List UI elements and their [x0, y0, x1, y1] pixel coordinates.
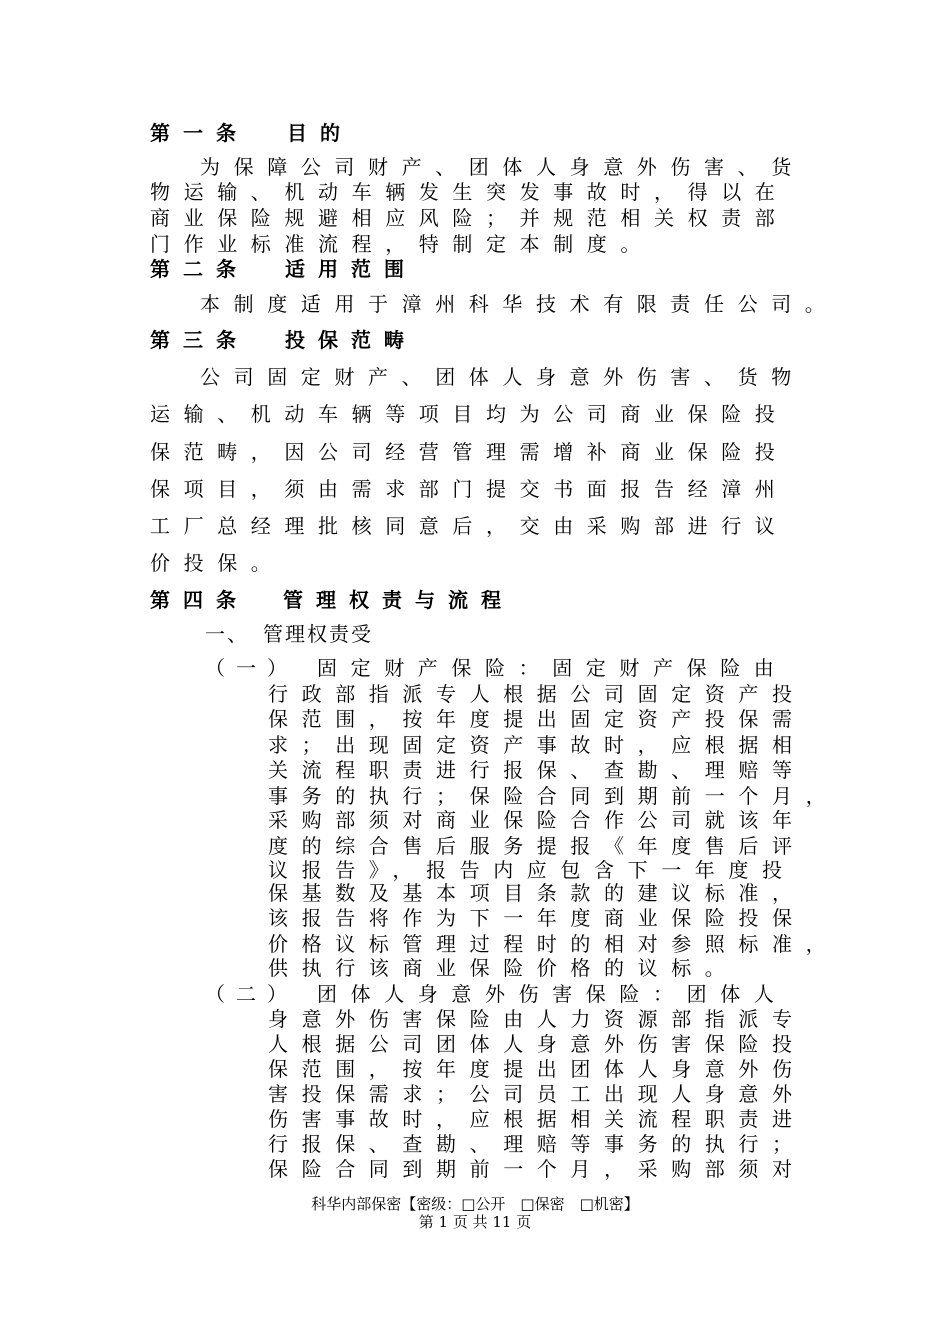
article-3-line-5: 工厂总经理批核同意后，交由采购部进行议 [150, 514, 789, 538]
article-3-line-4: 保项目，须由需求部门提交书面报告经漳州 [150, 477, 789, 501]
article-2-line-1: 本制度适用于漳州科华技术有限责任公司。 [200, 292, 839, 316]
item-1-line-1: 固定财产保险：固定财产保险由 [317, 656, 788, 680]
item-1-line-5: 关流程职责进行报保、查勘、理赔等 [268, 758, 806, 782]
item-1-line-12: 价格议标管理过程时的相对参照标准， [268, 932, 840, 956]
item-1-line-13: 供执行该商业保险价格的议标。 [268, 956, 739, 980]
item-1-marker: （一） [205, 656, 298, 680]
article-4-number: 第四条 [150, 588, 249, 612]
article-3-line-3: 保范畴，因公司经营管理需增补商业保险投 [150, 440, 789, 464]
item-2-line-7: 行报保、查勘、理赔等事务的执行； [268, 1132, 806, 1156]
article-2-number: 第二条 [150, 257, 249, 281]
article-3-title: 投保范畴 [285, 328, 417, 352]
article-1-number: 第一条 [150, 121, 249, 145]
section-1-title: 管理权责受 [263, 622, 373, 646]
item-1-line-2: 行政部指派专人根据公司固定资产投 [268, 682, 806, 706]
item-2-line-5: 害投保需求；公司员工出现人身意外 [268, 1082, 806, 1106]
article-4-title: 管理权责与流程 [283, 588, 514, 612]
item-2-marker: （二） [205, 982, 298, 1006]
item-2-line-4: 保范围，按年度提出团体人身意外伤 [268, 1057, 806, 1081]
item-1-line-3: 保范围，按年度提出固定资产投保需 [268, 707, 806, 731]
article-3-line-2: 运输、机动车辆等项目均为公司商业保险投 [150, 402, 789, 426]
section-1-marker: 一、 [205, 622, 249, 646]
item-1-line-4: 求；出现固定资产事故时，应根据相 [268, 733, 806, 757]
article-1-title: 目的 [287, 121, 353, 145]
item-2-line-8: 保险合同到期前一个月，采购部须对 [268, 1157, 806, 1181]
footer-confidentiality: 科华内部保密【密级：□公开 □保密 □机密】 [311, 1195, 639, 1213]
item-2-line-6: 伤害事故时，应根据相关流程职责进 [268, 1107, 806, 1131]
article-1-line-2: 物运输、机动车辆发生突发事故时，得以在 [150, 180, 789, 204]
item-2-line-3: 人根据公司团体人身意外伤害保险投 [268, 1032, 806, 1056]
article-2-title: 适用范围 [285, 257, 417, 281]
article-1-line-4: 门作业标准流程，特制定本制度。 [150, 232, 654, 256]
article-3-line-6: 价投保。 [150, 551, 285, 575]
article-3-line-1: 公司固定财产、团体人身意外伤害、货物 [200, 365, 805, 389]
footer-page-number: 第 1 页 共 11 页 [418, 1213, 532, 1231]
article-1-line-1: 为保障公司财产、团体人身意外伤害、货 [200, 155, 805, 179]
item-1-line-8: 度的综合售后服务提报《年度售后评 [268, 834, 806, 858]
item-1-line-6: 事务的执行；保险合同到期前一个月， [268, 784, 840, 808]
item-2-line-2: 身意外伤害保险由人力资源部指派专 [268, 1007, 806, 1031]
article-1-line-3: 商业保险规避相应风险；并规范相关权责部 [150, 206, 789, 230]
item-1-line-10: 保基数及基本项目条款的建议标准， [268, 881, 806, 905]
article-3-number: 第三条 [150, 328, 249, 352]
item-1-line-7: 采购部须对商业保险合作公司就该年 [268, 808, 806, 832]
item-2-line-1: 团体人身意外伤害保险：团体人 [317, 982, 788, 1006]
item-1-line-11: 该报告将作为下一年度商业保险投保 [268, 906, 806, 930]
item-1-line-9: 议报告》，报告内应包含下一年度投 [268, 858, 796, 882]
